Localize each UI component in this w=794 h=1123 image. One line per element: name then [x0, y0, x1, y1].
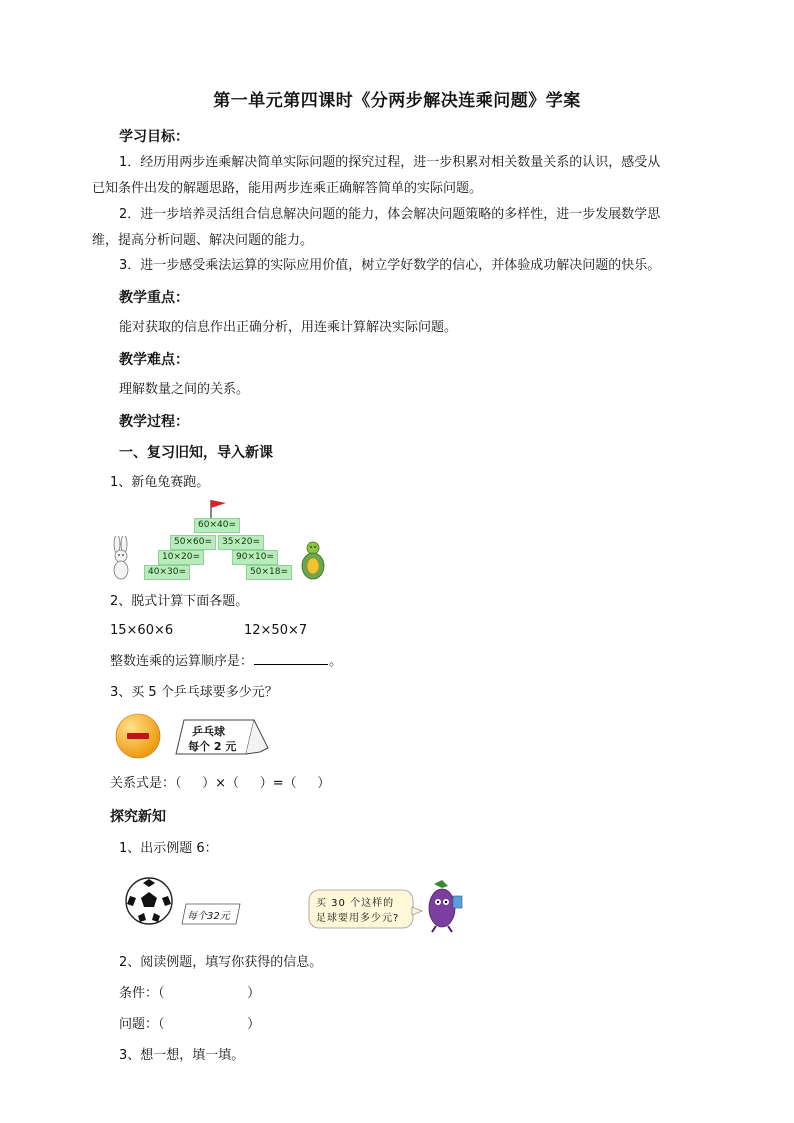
- expression-2: 12×50×7: [244, 623, 308, 638]
- order-end: 。: [329, 654, 343, 669]
- part1-item3: 3、买 5 个乒乓球要多少元？: [110, 685, 278, 700]
- condition-line[interactable]: 条件：（ ）: [119, 986, 261, 1001]
- pingpong-sign-line1: 乒乓球: [192, 725, 225, 738]
- flag-icon: [208, 498, 232, 520]
- race-box-r2-left: 50×60=: [170, 535, 216, 550]
- difficulty-text: 理解数量之间的关系。: [119, 382, 250, 397]
- relation-line: 关系式是：（ ）×（ ）=（ ）: [110, 776, 331, 791]
- turtle-icon: [298, 540, 328, 582]
- goals-heading: 学习目标：: [119, 129, 189, 145]
- part1-heading: 一、复习旧知，导入新课: [119, 445, 273, 461]
- rabbit-icon: [108, 536, 134, 582]
- goal-3: 3．进一步感受乘法运算的实际应用价值，树立学好数学的信心，并体验成功解决问题的快乐。: [119, 258, 661, 273]
- goal-2-line1: 2．进一步培养灵活组合信息解决问题的能力，体会解决问题策略的多样性，进一步发展数学思: [119, 207, 661, 222]
- race-box-r4-right: 50×18=: [246, 565, 292, 580]
- race-box-r2-right: 35×20=: [218, 535, 264, 550]
- goal-1-line2: 已知条件出发的解题思路，能用两步连乘正确解答简单的实际问题。: [92, 181, 483, 196]
- ball-price-tag: [180, 903, 242, 925]
- difficulty-heading: 教学难点：: [119, 352, 189, 368]
- ball-price-text: 每个32元: [187, 911, 230, 922]
- pingpong-ball-icon: [114, 712, 162, 760]
- race-box-r3-right: 90×10=: [232, 550, 278, 565]
- pingpong-price-sign: [174, 718, 270, 756]
- race-box-r4-left: 40×30=: [144, 565, 190, 580]
- key-point-text: 能对获取的信息作出正确分析，用连乘计算解决实际问题。: [119, 320, 458, 335]
- order-blank[interactable]: [254, 652, 328, 665]
- goal-1-line1: 1．经历用两步连乘解决简单实际问题的探究过程，进一步积累对相关数量关系的认识，感受从: [119, 155, 661, 170]
- part1-item1: 1、新龟兔赛跑。: [110, 475, 210, 490]
- process-heading: 教学过程：: [119, 414, 189, 430]
- race-box-r3-left: 10×20=: [158, 550, 204, 565]
- expression-1: 15×60×6: [110, 623, 174, 638]
- part1-item2: 2、脱式计算下面各题。: [110, 594, 249, 609]
- pingpong-sign-line2: 每个 2 元: [188, 740, 237, 753]
- question-line[interactable]: 问题：（ ）: [119, 1017, 261, 1032]
- explore-heading: 探究新知: [110, 809, 166, 825]
- speech-bubble: [308, 889, 420, 929]
- explore-item1: 1、出示例题 6：: [119, 841, 218, 856]
- goal-2-line2: 维，提高分析问题、解决问题的能力。: [92, 233, 314, 248]
- soccer-ball-icon: [124, 876, 174, 926]
- order-label: 整数连乘的运算顺序是：: [110, 654, 254, 669]
- race-illustration: [108, 498, 338, 586]
- bubble-line1: 买 30 个这样的: [316, 898, 395, 909]
- key-point-heading: 教学重点：: [119, 290, 189, 306]
- eggplant-character-icon: [420, 878, 466, 934]
- explore-item3: 3、想一想，填一填。: [119, 1048, 245, 1063]
- bubble-line2: 足球要用多少元?: [316, 913, 400, 924]
- race-box-top: 60×40=: [194, 518, 240, 533]
- page-title: 第一单元第四课时《分两步解决连乘问题》学案: [213, 91, 581, 111]
- explore-item2: 2、阅读例题，填写你获得的信息。: [119, 955, 323, 970]
- order-line: [110, 649, 342, 675]
